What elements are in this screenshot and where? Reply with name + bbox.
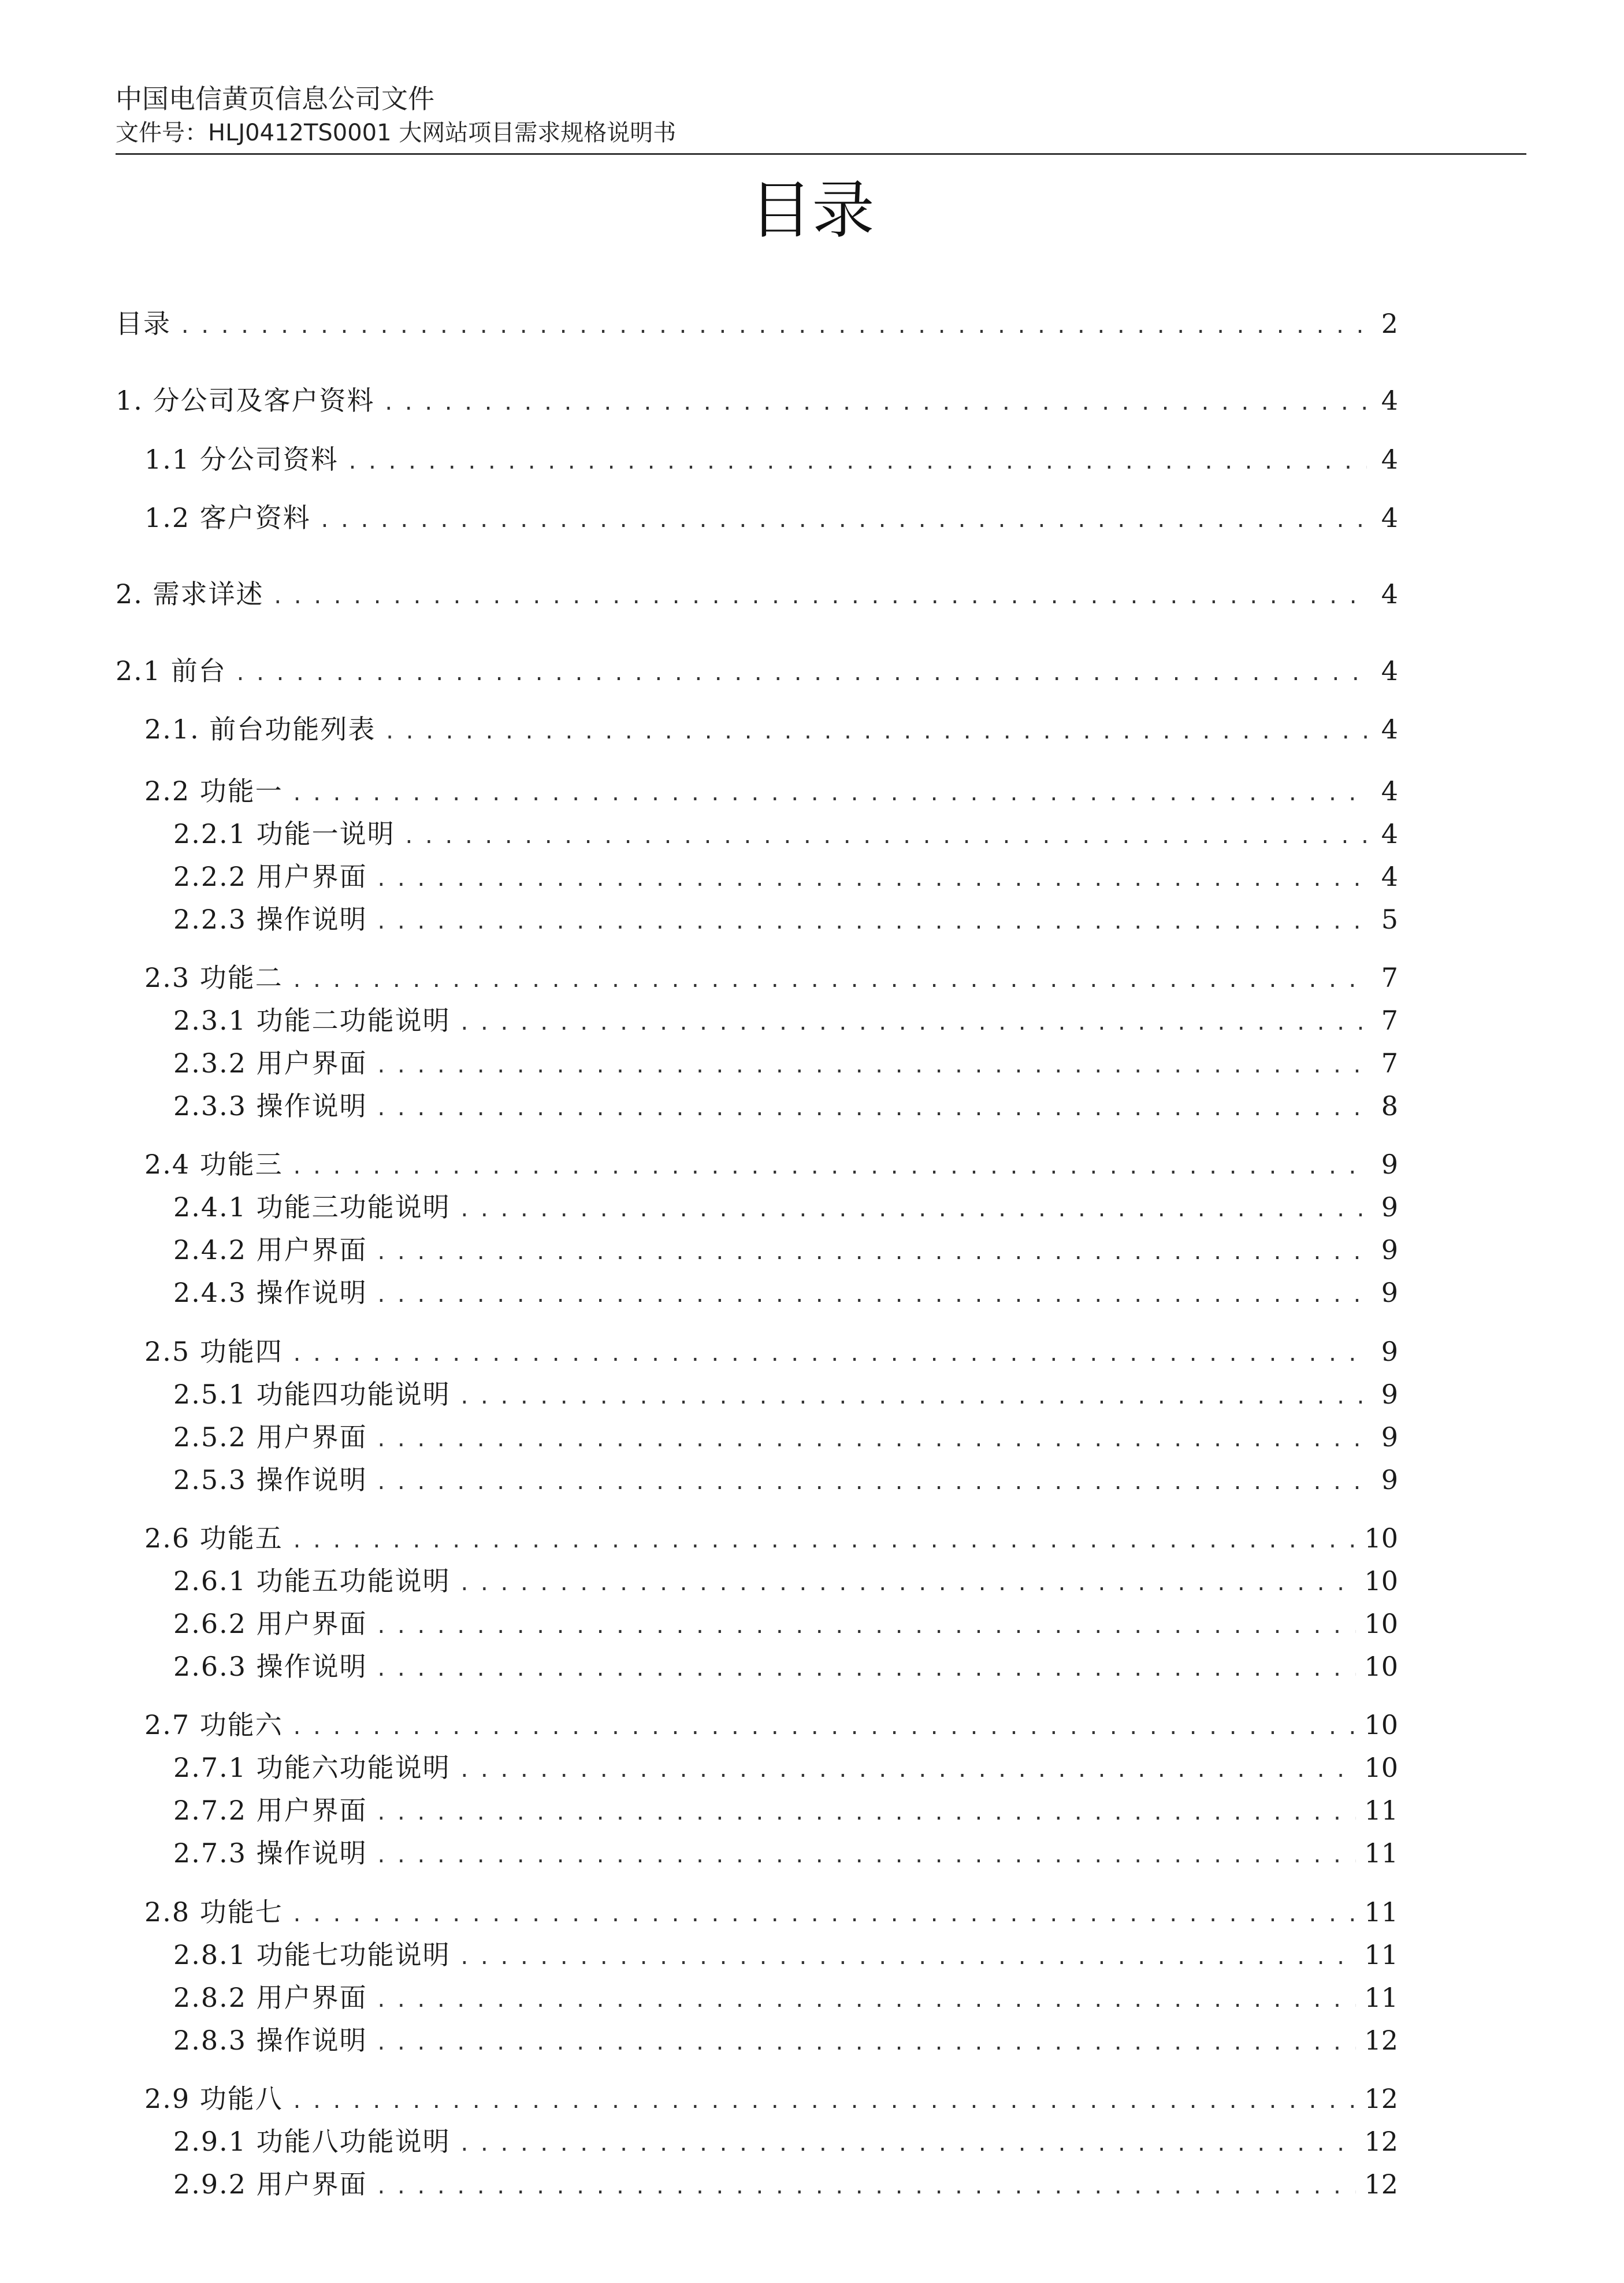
toc-page-number: 4 [1381,385,1398,416]
toc-entry-label: 2.6.2 用户界面 [173,1608,367,1639]
toc-dot-leader [376,1092,1367,1126]
toc-entry-label: 2.4.2 用户界面 [173,1234,367,1265]
toc-entry-label: 2.1 前台 [116,655,226,686]
toc-entry-label: 2.8.1 功能七功能说明 [173,1939,451,1970]
toc-dot-leader [376,1609,1357,1644]
toc-entry[interactable] [116,577,1398,611]
toc-entry[interactable] [144,774,1398,808]
toc-entry-label: 2.8 功能七 [144,1896,283,1928]
toc-entry[interactable] [144,500,1398,535]
toc-entry-label: 2.1. 前台功能列表 [144,714,376,745]
toc-entry-label: 2.4.1 功能三功能说明 [173,1191,451,1223]
toc-entry[interactable] [173,1046,1398,1081]
toc-entry-label: 2.5 功能四 [144,1336,283,1367]
toc-entry-label: 2.2 功能一 [144,775,283,807]
toc-entry[interactable] [173,1190,1398,1224]
toc-entry[interactable] [173,1462,1398,1497]
toc-page-number: 4 [1381,444,1398,475]
toc-entry-label: 2.7 功能六 [144,1709,283,1740]
toc-dot-leader [272,580,1367,614]
toc-entry[interactable] [173,859,1398,894]
header-divider [116,153,1526,155]
toc-entry-label: 2.6.3 操作说明 [173,1651,367,1682]
toc-entry[interactable] [173,902,1398,937]
toc-entry-label: 2.4.3 操作说明 [173,1277,367,1308]
toc-entry-label: 2.2.1 功能一说明 [173,818,395,849]
toc-page-number: 4 [1381,861,1398,892]
toc-entry[interactable] [144,960,1398,995]
toc-dot-leader [291,963,1367,998]
toc-page-number: 10 [1364,1651,1398,1682]
toc-entry-label: 1.2 客户资料 [144,502,311,533]
document-header [116,81,1526,149]
toc-entry-label: 2.4 功能三 [144,1149,283,1180]
toc-page-number: 11 [1364,1837,1398,1869]
document-number: 文件号：HLJ0412TS0001 大网站项目需求规格说明书 [116,120,677,146]
toc-entry[interactable] [173,1836,1398,1870]
toc-dot-leader [376,1839,1357,1873]
toc-entry-label: 2.7.2 用户界面 [173,1795,367,1826]
toc-page-number: 4 [1381,655,1398,686]
toc-page-number: 7 [1381,962,1398,993]
toc-entry-label: 2.2.3 操作说明 [173,904,367,935]
toc-entry-label: 2.7.3 操作说明 [173,1837,367,1869]
toc-entry[interactable] [144,1895,1398,1929]
toc-page-number: 11 [1364,1939,1398,1970]
toc-dot-leader [459,1940,1357,1975]
toc-entry-label: 2.5.3 操作说明 [173,1464,367,1495]
toc-page-number: 12 [1364,2083,1398,2114]
toc-entry-label: 2.9 功能八 [144,2083,283,2114]
toc-page-number: 4 [1381,818,1398,849]
toc-dot-leader [376,1796,1357,1831]
toc-page-number: 7 [1381,1005,1398,1036]
toc-page-number: 10 [1364,1565,1398,1597]
toc-dot-leader [459,1566,1357,1601]
toc-entry[interactable] [173,1649,1398,1684]
toc-dot-leader [376,1278,1367,1313]
toc-page-number: 4 [1381,578,1398,610]
toc-entry[interactable] [144,1334,1398,1369]
toc-entry[interactable] [144,1707,1398,1742]
toc-entry-label: 2.3.3 操作说明 [173,1090,367,1122]
toc-entry-label: 2.2.2 用户界面 [173,861,367,892]
toc-page-number: 9 [1381,1191,1398,1223]
toc-dot-leader [376,1235,1367,1270]
toc-entry-label: 2.6.1 功能五功能说明 [173,1565,451,1597]
toc-entry[interactable] [173,1275,1398,1310]
toc-dot-leader [291,2084,1357,2119]
toc-page-number: 4 [1381,775,1398,807]
toc-dot-leader [376,1652,1357,1687]
toc-page-number: 9 [1381,1464,1398,1495]
toc-page-number: 4 [1381,714,1398,745]
toc-entry-label: 2.5.1 功能四功能说明 [173,1379,451,1410]
toc-entry-label: 2.8.3 操作说明 [173,2025,367,2056]
toc-dot-leader [291,1524,1357,1558]
toc-page-number: 11 [1364,1795,1398,1826]
toc-dot-leader [376,862,1367,897]
toc-entry[interactable] [173,2023,1398,2058]
toc-entry-label: 目录 [116,308,171,339]
toc-page-number: 11 [1364,1982,1398,2013]
page-title: 目录 [749,175,875,247]
toc-dot-leader [347,445,1367,480]
toc-entry[interactable] [116,306,1398,341]
toc-page-number: 10 [1364,1752,1398,1783]
toc-entry[interactable] [173,1377,1398,1412]
toc-entry-label: 1. 分公司及客户资料 [116,385,375,416]
toc-entry[interactable] [144,1147,1398,1182]
toc-page-number: 4 [1381,502,1398,533]
toc-entry[interactable] [173,1750,1398,1785]
toc-entry[interactable] [116,383,1398,418]
toc-dot-leader [459,1006,1367,1041]
toc-entry[interactable] [144,712,1398,747]
toc-entry-label: 2.9.2 用户界面 [173,2169,367,2200]
toc-entry[interactable] [173,1606,1398,1641]
toc-entry[interactable] [173,1420,1398,1454]
toc-dot-leader [459,1753,1357,1788]
toc-page-number: 12 [1364,2126,1398,2157]
toc-entry-label: 2.3 功能二 [144,962,283,993]
toc-entry-label: 2.3.2 用户界面 [173,1048,367,1079]
toc-dot-leader [459,1193,1367,1227]
toc-page-number: 12 [1364,2025,1398,2056]
toc-dot-leader [459,2127,1357,2162]
toc-dot-leader [179,309,1367,344]
toc-page-number: 9 [1381,1234,1398,1265]
toc-entry[interactable] [173,2124,1398,2159]
toc-page-number: 9 [1381,1336,1398,1367]
toc-page-number: 9 [1381,1149,1398,1180]
toc-entry-label: 2.6 功能五 [144,1523,283,1554]
toc-entry[interactable] [173,1564,1398,1598]
toc-entry[interactable] [173,1793,1398,1828]
toc-entry[interactable] [173,1003,1398,1038]
toc-entry-label: 2.7.1 功能六功能说明 [173,1752,451,1783]
toc-entry[interactable] [173,1233,1398,1267]
toc-dot-leader [403,819,1367,854]
toc-dot-leader [384,715,1367,749]
toc-page-number: 9 [1381,1379,1398,1410]
toc-entry-label: 2.3.1 功能二功能说明 [173,1005,451,1036]
company-name: 中国电信黄页信息公司文件 [116,83,434,114]
toc-dot-leader [235,656,1367,691]
toc-dot-leader [291,777,1367,811]
toc-entry[interactable] [144,442,1398,477]
toc-entry[interactable] [173,1937,1398,1972]
toc-entry-label: 2. 需求详述 [116,578,264,610]
toc-page-number: 11 [1364,1896,1398,1928]
toc-entry[interactable] [173,2167,1398,2202]
toc-dot-leader [319,503,1367,538]
toc-page-number: 9 [1381,1421,1398,1453]
toc-entry-label: 2.5.2 用户界面 [173,1421,367,1453]
toc-entry-label: 2.9.1 功能八功能说明 [173,2126,451,2157]
toc-dot-leader [291,1710,1357,1745]
toc-dot-leader [291,1150,1367,1185]
toc-page-number: 9 [1381,1277,1398,1308]
toc-entry[interactable] [173,1980,1398,2015]
toc-dot-leader [376,1465,1367,1500]
toc-entry[interactable] [144,2081,1398,2116]
toc-dot-leader [376,905,1367,940]
toc-page-number: 7 [1381,1048,1398,1079]
toc-dot-leader [376,1983,1357,2018]
toc-dot-leader [291,1337,1367,1372]
toc-entry[interactable] [116,654,1398,688]
toc-page-number: 10 [1364,1523,1398,1554]
toc-page-number: 8 [1381,1090,1398,1122]
toc-dot-leader [376,2170,1357,2204]
toc-entry[interactable] [144,1521,1398,1556]
toc-entry[interactable] [173,1089,1398,1123]
toc-dot-leader [383,386,1367,421]
toc-dot-leader [376,1423,1367,1457]
toc-dot-leader [459,1380,1367,1415]
toc-dot-leader [376,2026,1357,2061]
toc-dot-leader [376,1049,1367,1083]
toc-page-number: 10 [1364,1608,1398,1639]
toc-page-number: 10 [1364,1709,1398,1740]
toc-entry[interactable] [173,816,1398,851]
toc-page-number: 2 [1381,308,1398,339]
toc-page-number: 5 [1381,904,1398,935]
toc-page-number: 12 [1364,2169,1398,2200]
toc-entry-label: 1.1 分公司资料 [144,444,339,475]
toc-entry-label: 2.8.2 用户界面 [173,1982,367,2013]
toc-dot-leader [291,1898,1357,1932]
